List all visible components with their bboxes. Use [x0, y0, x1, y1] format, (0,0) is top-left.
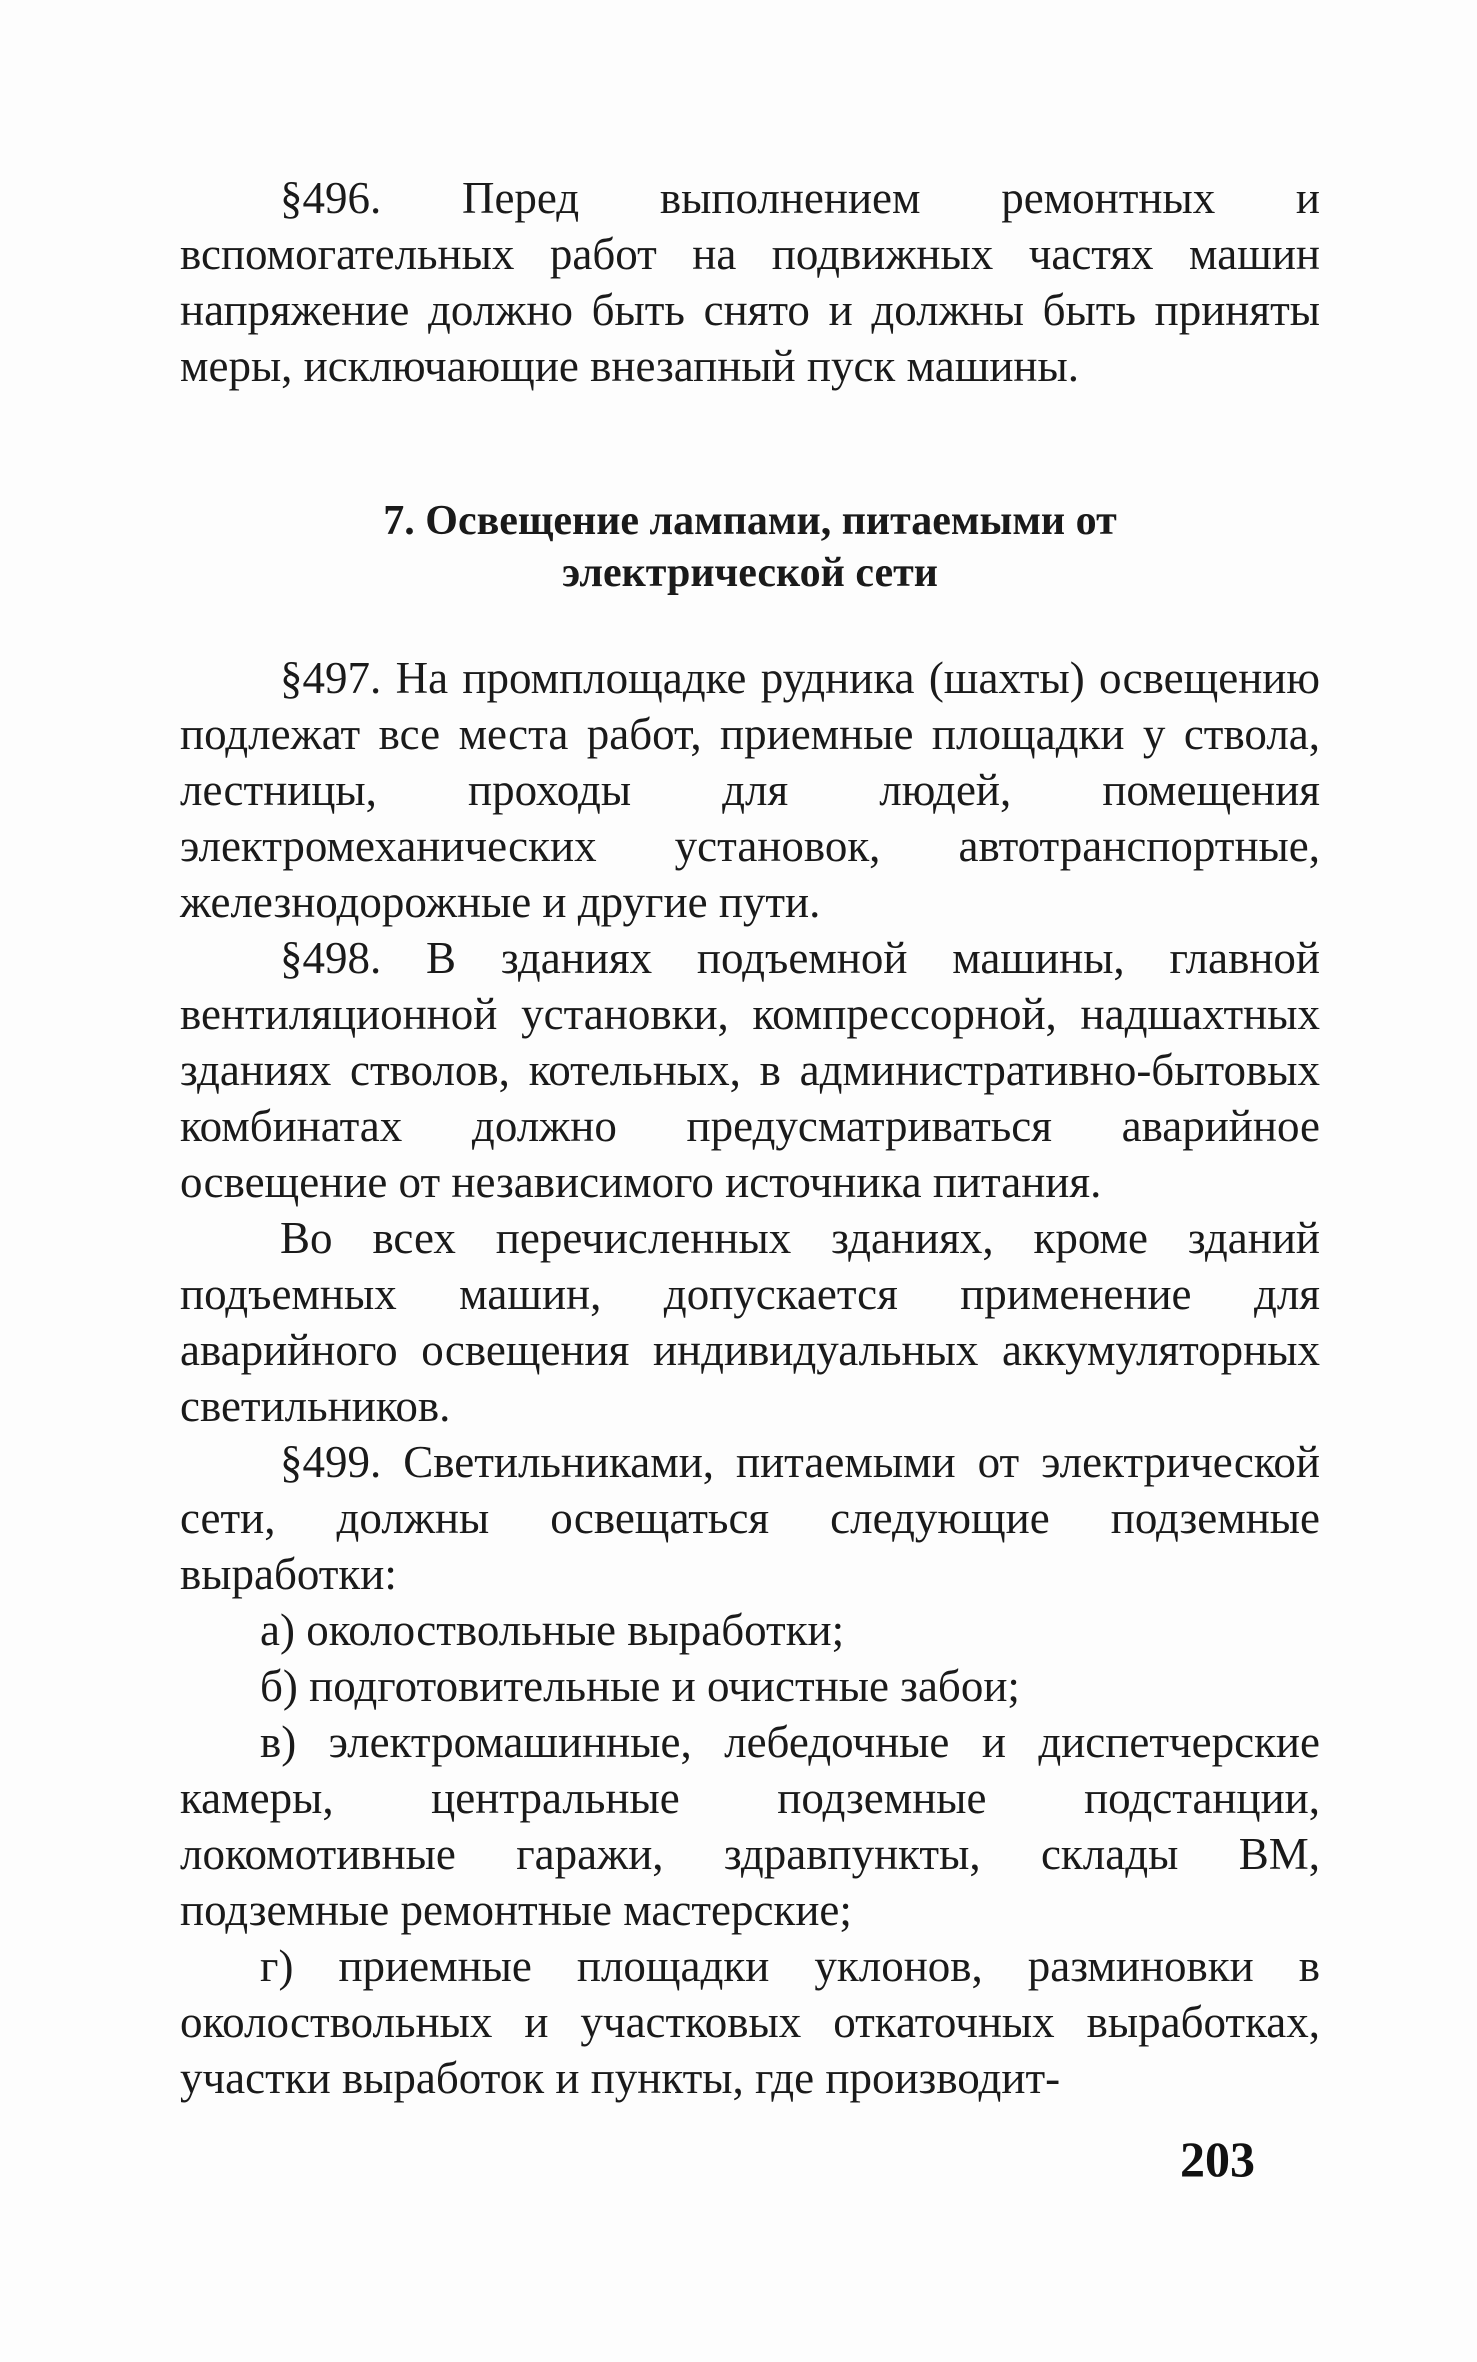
paragraph-498-continued: Во всех перечисленных зданиях, кроме зданий подъемных машин, допускается применение для аварийного освещения индивидуальных аккумуляторных светильников. [180, 1213, 1320, 1431]
list-item-v: в) электромашинные, лебедочные и диспетчерские камеры, центральные подземные подстанции, локомотивные гаражи, здравпункты, склады ВМ, подземные ремонтные мастерские; [180, 1717, 1320, 1935]
section-heading [180, 495, 1320, 599]
list-item-b: б) подготовительные и очистные забои; [260, 1661, 1020, 1711]
section-heading-line2: электрической сети [562, 550, 938, 596]
paragraph-497: §497. На промплощадке рудника (шахты) освещению подлежат все места работ, приемные площадки у ствола, лестницы, проходы для людей, помещения электромеханических установок, автотранспортные, железнодорожные и другие пути. [180, 653, 1320, 927]
section-heading-line1: 7. Освещение лампами, питаемыми от [383, 498, 1117, 544]
paragraph-498: §498. В зданиях подъемной машины, главной вентиляционной установки, компрессорной, надшахтных зданиях стволов, котельных, в административно-бытовых комбинатах должно предусматриваться аварийное освещение от независимого источника питания. [180, 933, 1320, 1207]
page-number: 203 [1180, 2131, 1255, 2187]
paragraph-499: §499. Светильниками, питаемыми от электрической сети, должны освещаться следующие подземные выработки: [180, 1437, 1320, 1599]
paragraph-496-text: §496. Перед выполнением ремонтных и вспомогательных работ на подвижных частях машин напряжение должно быть снято и должны быть приняты меры, исключающие внезапный пуск машины. [180, 173, 1320, 391]
list-item-a: а) околоствольные выработки; [260, 1605, 845, 1655]
body-text [180, 650, 1320, 2106]
list-item-g: г) приемные площадки уклонов, разминовки в околоствольных и участковых откаточных выработках, участки выработок и пункты, где производит- [180, 1941, 1320, 2103]
paragraph-496 [180, 170, 1320, 394]
